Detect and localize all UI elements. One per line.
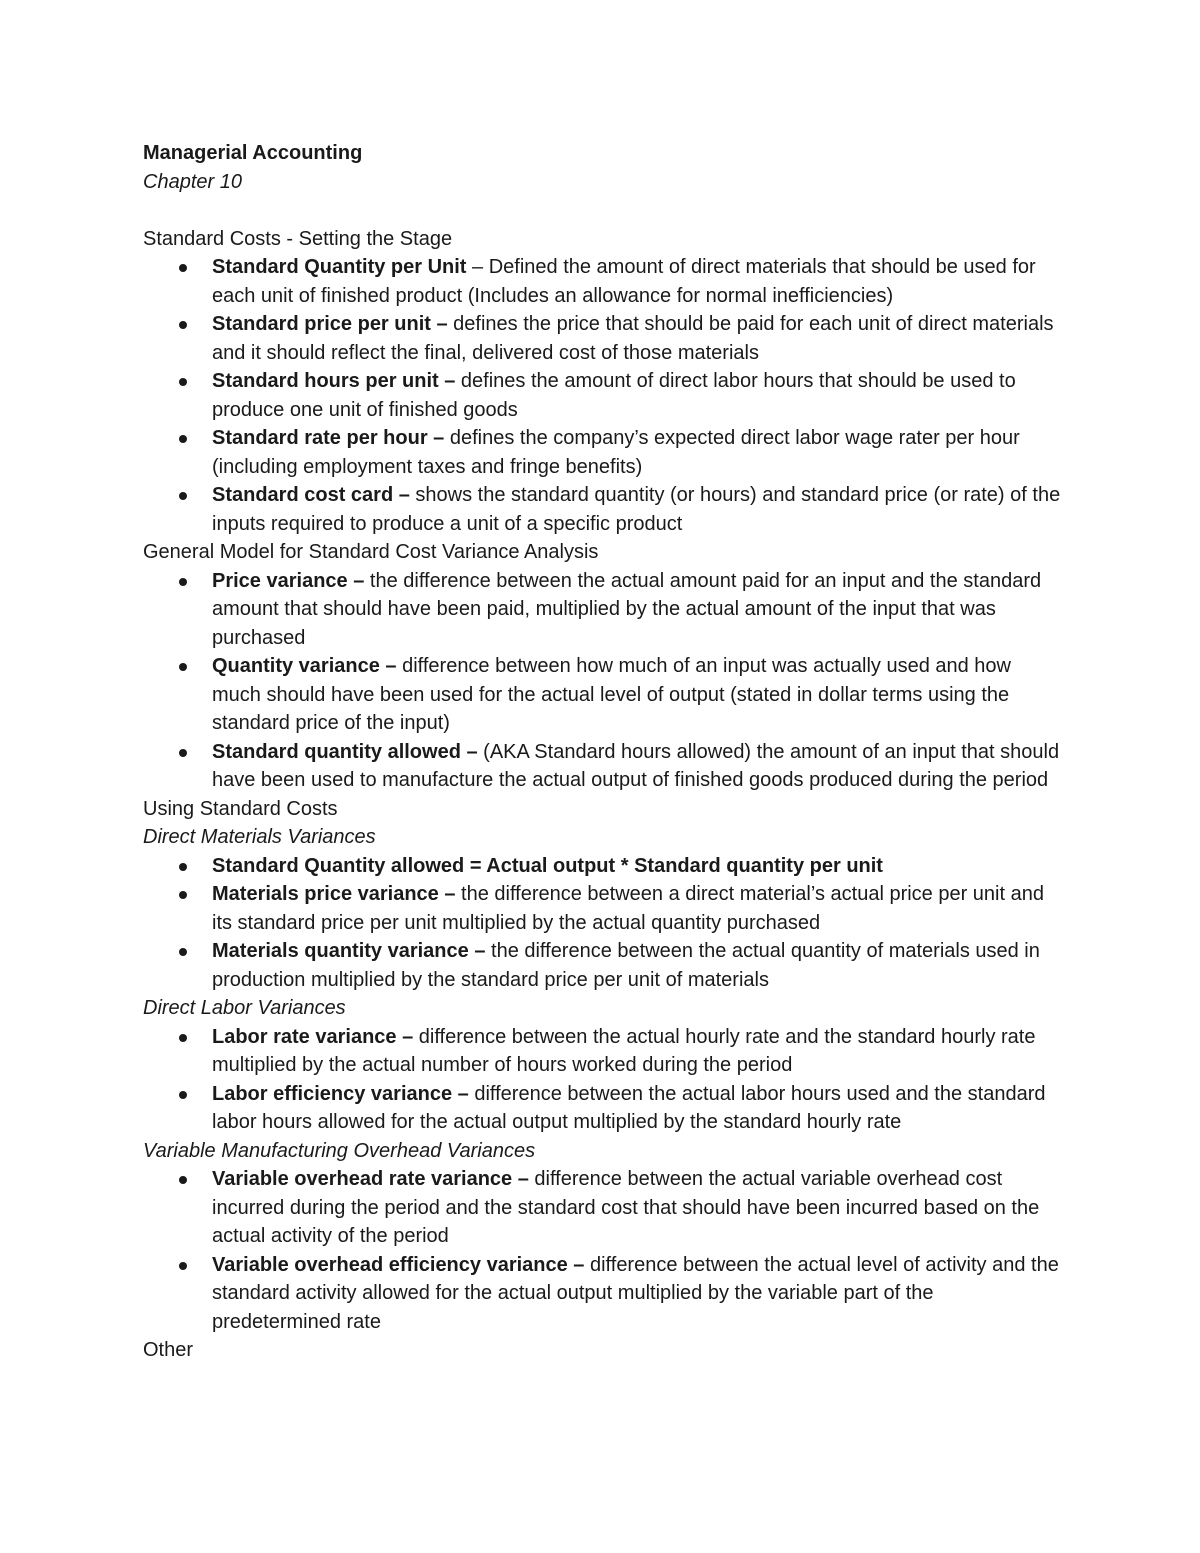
bullet-icon — [179, 492, 187, 500]
subheading-direct-materials: Direct Materials Variances — [143, 826, 376, 848]
list-item — [143, 481, 1063, 538]
bullet-icon — [179, 1262, 187, 1270]
bullet-icon — [179, 863, 187, 871]
bullet-icon — [179, 1034, 187, 1042]
list-item — [143, 738, 1063, 795]
term-definition: difference between how much of an input was actually used and how much should have been used for the actual level of output (stated in dollar terms using the standard price of the input) — [212, 655, 1011, 734]
term-label: Variable overhead rate variance – — [212, 1168, 529, 1190]
term-label: Materials price variance – — [212, 883, 456, 905]
list-item — [143, 424, 1063, 481]
term-definition: defines the company’s expected direct labor wage rater per hour (including employment taxes and fringe benefits) — [212, 427, 1020, 478]
section-heading-standard-costs: Standard Costs - Setting the Stage — [143, 227, 453, 250]
bullet-icon — [179, 435, 187, 443]
list-item — [143, 652, 1063, 738]
bullet-list-standard-costs — [143, 253, 1063, 538]
list-item — [143, 1251, 1063, 1337]
section-heading-using-standard-costs: Using Standard Costs — [143, 797, 338, 820]
document-title: Managerial Accounting — [143, 142, 363, 164]
bullet-icon — [179, 321, 187, 329]
term-label: Labor rate variance – — [212, 1025, 414, 1048]
bullet-icon — [179, 1091, 187, 1099]
term-label: Variable overhead efficiency variance – — [212, 1253, 585, 1276]
subheading-variable-overhead: Variable Manufacturing Overhead Variances — [143, 1139, 536, 1162]
term-label: Standard Quantity per Unit — [212, 256, 467, 278]
term-label: Materials quantity variance – — [212, 940, 486, 962]
term-label: Standard rate per hour – — [212, 427, 445, 449]
bullet-icon — [179, 378, 187, 386]
term-definition: – Defined the amount of direct materials that should be used for each unit of finished product (Includes an allowance for normal inefficiencies) — [212, 256, 1036, 307]
blank-line — [143, 196, 1063, 225]
list-item — [143, 1080, 1063, 1137]
document-page — [143, 139, 1063, 1365]
term-definition: shows the standard quantity (or hours) and standard price (or rate) of the inputs required to produce a unit of a specific product — [212, 484, 1061, 535]
term-label: Standard quantity allowed – — [212, 740, 478, 763]
bullet-list-general-model — [143, 567, 1063, 795]
term-label: Quantity variance – — [212, 655, 397, 677]
term-definition: difference between the actual hourly rate and the standard hourly rate multiplied by the actual number of hours worked during the period — [212, 1025, 1036, 1076]
bullet-icon — [179, 663, 187, 671]
term-definition: the difference between the actual amount paid for an input and the standard amount that should have been paid, multiplied by the actual amount of the input that was purchased — [212, 569, 1042, 649]
term-definition: difference between the actual labor hours used and the standard labor hours allowed for the actual output multiplied by the standard hourly rate — [212, 1082, 1046, 1133]
bullet-list-direct-labor — [143, 1023, 1063, 1137]
list-item — [143, 1023, 1063, 1080]
chapter-subtitle: Chapter 10 — [143, 170, 242, 193]
list-item — [143, 253, 1063, 310]
list-item — [143, 852, 1063, 881]
bullet-icon — [179, 948, 187, 956]
term-definition: difference between the actual variable overhead cost incurred during the period and the standard cost that should have been incurred based on the actual activity of the period — [212, 1168, 1040, 1247]
list-item — [143, 367, 1063, 424]
term-label: Labor efficiency variance – — [212, 1082, 469, 1105]
list-item — [143, 937, 1063, 994]
term-label: Standard cost card – — [212, 484, 410, 506]
bullet-list-variable-overhead — [143, 1165, 1063, 1336]
term-label: Standard hours per unit – — [212, 370, 456, 392]
term-definition: defines the amount of direct labor hours that should be used to produce one unit of finished goods — [212, 370, 1016, 421]
term-definition: the difference between the actual quantity of materials used in production multiplied by the standard price per unit of materials — [212, 940, 1040, 991]
subheading-direct-labor: Direct Labor Variances — [143, 997, 346, 1019]
bullet-icon — [179, 891, 187, 899]
bullet-icon — [179, 578, 187, 586]
section-heading-general-model: General Model for Standard Cost Variance Analysis — [143, 541, 599, 563]
term-label: Standard price per unit – — [212, 313, 448, 335]
term-definition: the difference between a direct material’s actual price per unit and its standard price per unit multiplied by the actual quantity purchased — [212, 883, 1044, 934]
list-item — [143, 1165, 1063, 1251]
term-label: Price variance – — [212, 569, 365, 592]
section-heading-other: Other — [143, 1339, 194, 1361]
term-definition: difference between the actual level of activity and the standard activity allowed for the actual output multiplied by the variable part of the predetermined rate — [212, 1253, 1059, 1333]
list-item — [143, 880, 1063, 937]
list-item — [143, 310, 1063, 367]
bullet-icon — [179, 749, 187, 757]
term-label: Standard Quantity allowed = Actual output * Standard quantity per unit — [212, 854, 883, 877]
bullet-icon — [179, 264, 187, 272]
bullet-list-direct-materials — [143, 852, 1063, 995]
list-item — [143, 567, 1063, 653]
term-definition: defines the price that should be paid for each unit of direct materials and it should reflect the final, delivered cost of those materials — [212, 313, 1054, 364]
bullet-icon — [179, 1176, 187, 1184]
term-definition: (AKA Standard hours allowed) the amount of an input that should have been used to manufacture the actual output of finished goods produced during the period — [212, 740, 1060, 791]
